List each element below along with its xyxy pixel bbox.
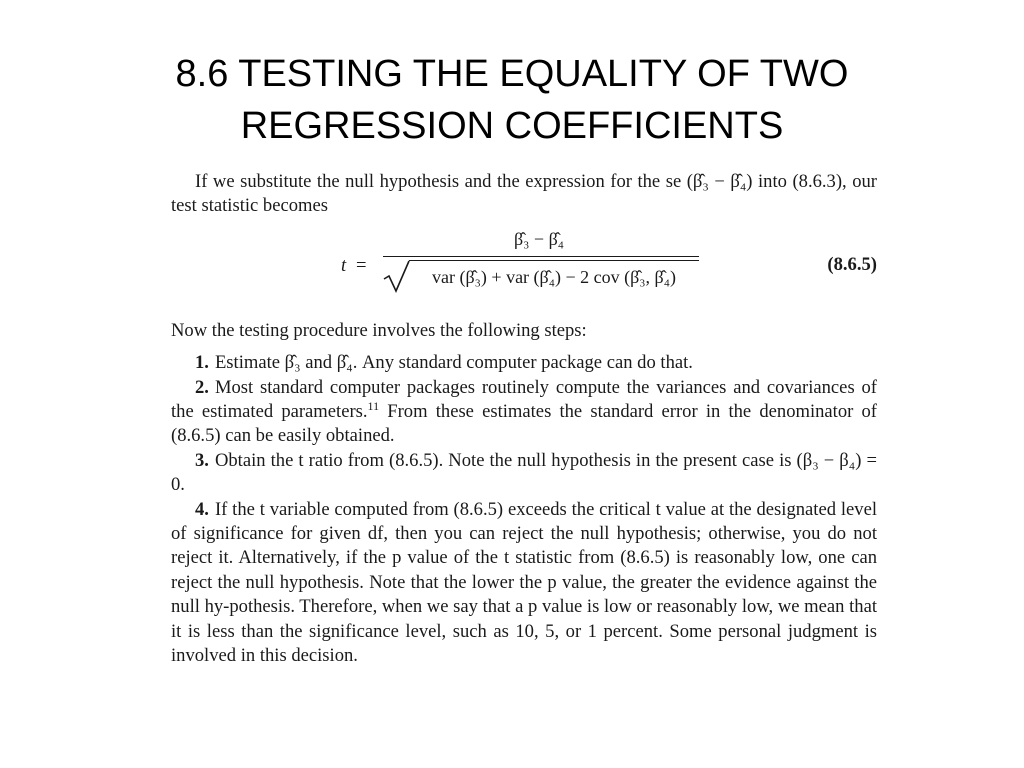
footnote-marker: 11 (367, 399, 380, 414)
step-2-number: 2. (195, 376, 209, 398)
step-2 (171, 376, 877, 449)
step-2-text-b: From these estimates the standard error in the denominator of (8.6.5) can be easily obtained. (171, 401, 877, 447)
slide-title-line-1: 8.6 TESTING THE EQUALITY OF TWO (175, 53, 849, 95)
equation-denominator: var (β̂₃) + var (β̂₄) − 2 cov (β̂₃, β̂₄) (432, 266, 676, 287)
step-1-text: Estimate β̂₃ and β̂₄. Any standard computer package can do that. (214, 352, 693, 374)
square-root-icon (383, 257, 411, 293)
equation-label: (8.6.5) (827, 253, 877, 275)
step-4 (171, 498, 877, 669)
step-3-text: Obtain the t ratio from (8.6.5). Note the null hypothesis in the present case is (β₃ − β₄) = 0. (171, 449, 877, 496)
step-4-text: If the t variable computed from (8.6.5) exceeds the critical t value at the designated level of significance for given df, then you can reject the null hypothesis; otherwise, you do not reject it. Alternatively, if the p value of the t statistic from (8.6.5) is reasonably low, one can reject the null hypothesis. Note that the lower the p value, the greater the evidence against the null hy-pothesis. Therefore, when we say that a p value is low or reasonably low, we mean that it is less than the significance level, such as 10, 5, or 1 percent. Some personal judgment is involved in this decision. (171, 498, 877, 667)
slide-title-line-2: REGRESSION COEFFICIENTS (240, 105, 784, 147)
step-3 (171, 449, 877, 498)
equation-numerator: β̂₃ − β̂₄ (513, 228, 565, 249)
equation-8-6-5 (171, 225, 877, 309)
equation-equals: = (356, 254, 367, 276)
step-1 (171, 351, 877, 375)
steps-intro: Now the testing procedure involves the following steps: (171, 319, 587, 341)
textbook-excerpt (171, 170, 877, 669)
step-1-number: 1. (195, 352, 209, 374)
intro-paragraph: If we substitute the null hypothesis and the expression for the se (β̂₃ − β̂₄) into (8.6.3), our test statistic becomes (171, 171, 877, 217)
step-4-number: 4. (195, 498, 209, 520)
step-3-number: 3. (195, 449, 209, 471)
fraction-bar (383, 256, 699, 257)
slide-title (112, 48, 912, 152)
step-2-text-a: Most standard computer packages routinely compute the variances and covariances of the estimated parameters. (171, 376, 877, 423)
equation-fraction (379, 225, 699, 309)
sqrt-vinculum (409, 260, 699, 261)
equation-lhs: t (341, 254, 347, 276)
